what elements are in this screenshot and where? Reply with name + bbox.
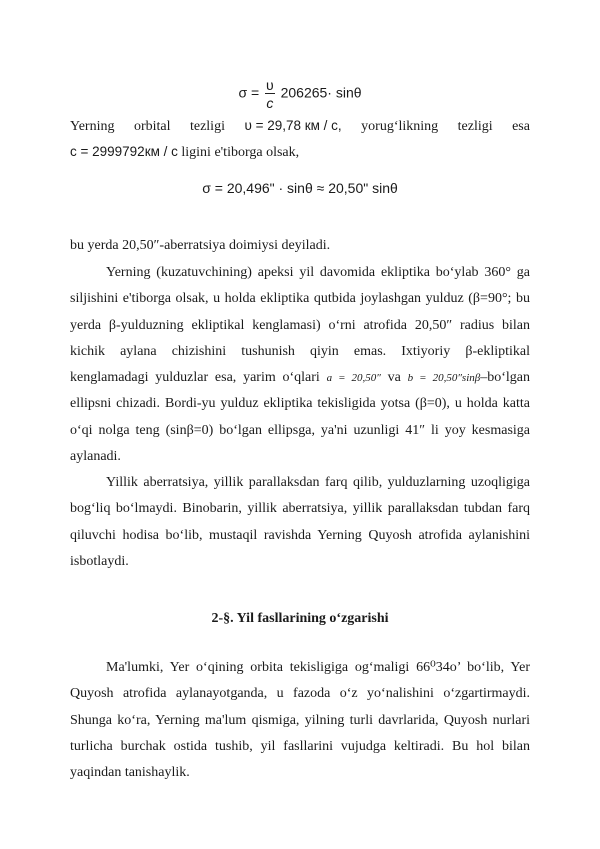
light-speed-formula: с = 2999792км / с xyxy=(70,144,178,159)
fraction-denominator: c xyxy=(266,95,274,111)
paragraph-ellipse xyxy=(70,260,530,470)
light-speed-line xyxy=(70,139,530,166)
semi-axis-b-formula: b = 20,50″sinβ xyxy=(407,372,481,385)
text-word: tezligi xyxy=(457,119,493,134)
text-word: yorug‘likning xyxy=(361,119,439,134)
light-speed-text: ligini e'tiborga olsak, xyxy=(177,145,300,160)
formula-lhs: σ = xyxy=(238,84,260,101)
paragraph-text: –bo‘lgan ellipsni chizadi. Bordi-yu yulduz ekliptika tekisligida yotsa (β=0), u holda katta o‘qi nolga teng (sinβ=0) bo‘lgan ellipsga, ya'ni uzunligi 41″ li yoy kesmasiga aylanadi. xyxy=(70,370,530,465)
aberration-formula xyxy=(0,78,600,110)
paragraph-annual-aberration: Yillik aberratsiya, yillik parallaksdan farq qilib, yulduzlarning uzoqligiga bog‘liq bo‘lmaydi. Binobarin, yillik aberratsiya, yillik parallaksdan tubdan farq qiluvchi hodisa bo‘lib, mustaqil ravishda Yerning Quyosh atrofida aylanishini isbotlaydi. xyxy=(70,475,530,569)
text-word: orbital xyxy=(133,119,171,134)
velocity-fraction xyxy=(265,78,275,110)
semi-axis-a-formula: a = 20,50″ xyxy=(326,372,381,385)
paragraph-text: Yerning (kuzatuvchining) apeksi yil davomida ekliptika bo‘ylab 360° ga siljishini e'tiborga olsak, u holda ekliptika qutbida joylashgan yulduz (β=90°; bu yerda β-yulduzning ekliptikal kenglamasi) o‘rni atrofida 20,50″ radius bilan kichik aylana chizishini tushunish qiyin emas. Ixtiyoriy β-ekliptikal kenglamadagi yulduzlar esa, yarim o‘qlari xyxy=(70,265,530,386)
paragraph-aberration-constant: bu yerda 20,50″-aberratsiya doimiysi deyiladi. xyxy=(70,238,331,253)
formula-rhs: 206265· sinθ xyxy=(280,84,362,101)
paragraph-seasons: Ma'lumki, Yer o‘qining orbita tekisligiga og‘maligi 66⁰34o’ bo‘lib, Yer Quyosh atrofida aylanayotganda, u fazoda o‘z yo‘nalishini o‘zgartirmaydi. Shunga ko‘ra, Yerning ma'lum qismiga, yilning turli davrlarida, Quyosh nurlari turlicha burchak ostida tushib, yil fasllarini vujudga keltiradi. Bu hol bilan yaqindan tanishaylik. xyxy=(70,660,530,781)
formula-text: σ = 20,496" · sinθ ≈ 20,50" sinθ xyxy=(202,180,398,196)
orbital-velocity-line xyxy=(70,118,530,135)
orbital-velocity-formula: υ = 29,78 км / с, xyxy=(244,118,342,133)
section-heading: 2-§. Yil fasllarining o‘zgarishi xyxy=(211,611,389,626)
text-word: tezligi xyxy=(189,119,225,134)
text-word: Yerning xyxy=(70,119,115,134)
paragraph-text: va xyxy=(380,370,408,386)
fraction-numerator: υ xyxy=(266,77,274,93)
text-word: esa xyxy=(512,119,530,134)
aberration-constant-formula xyxy=(0,180,600,196)
